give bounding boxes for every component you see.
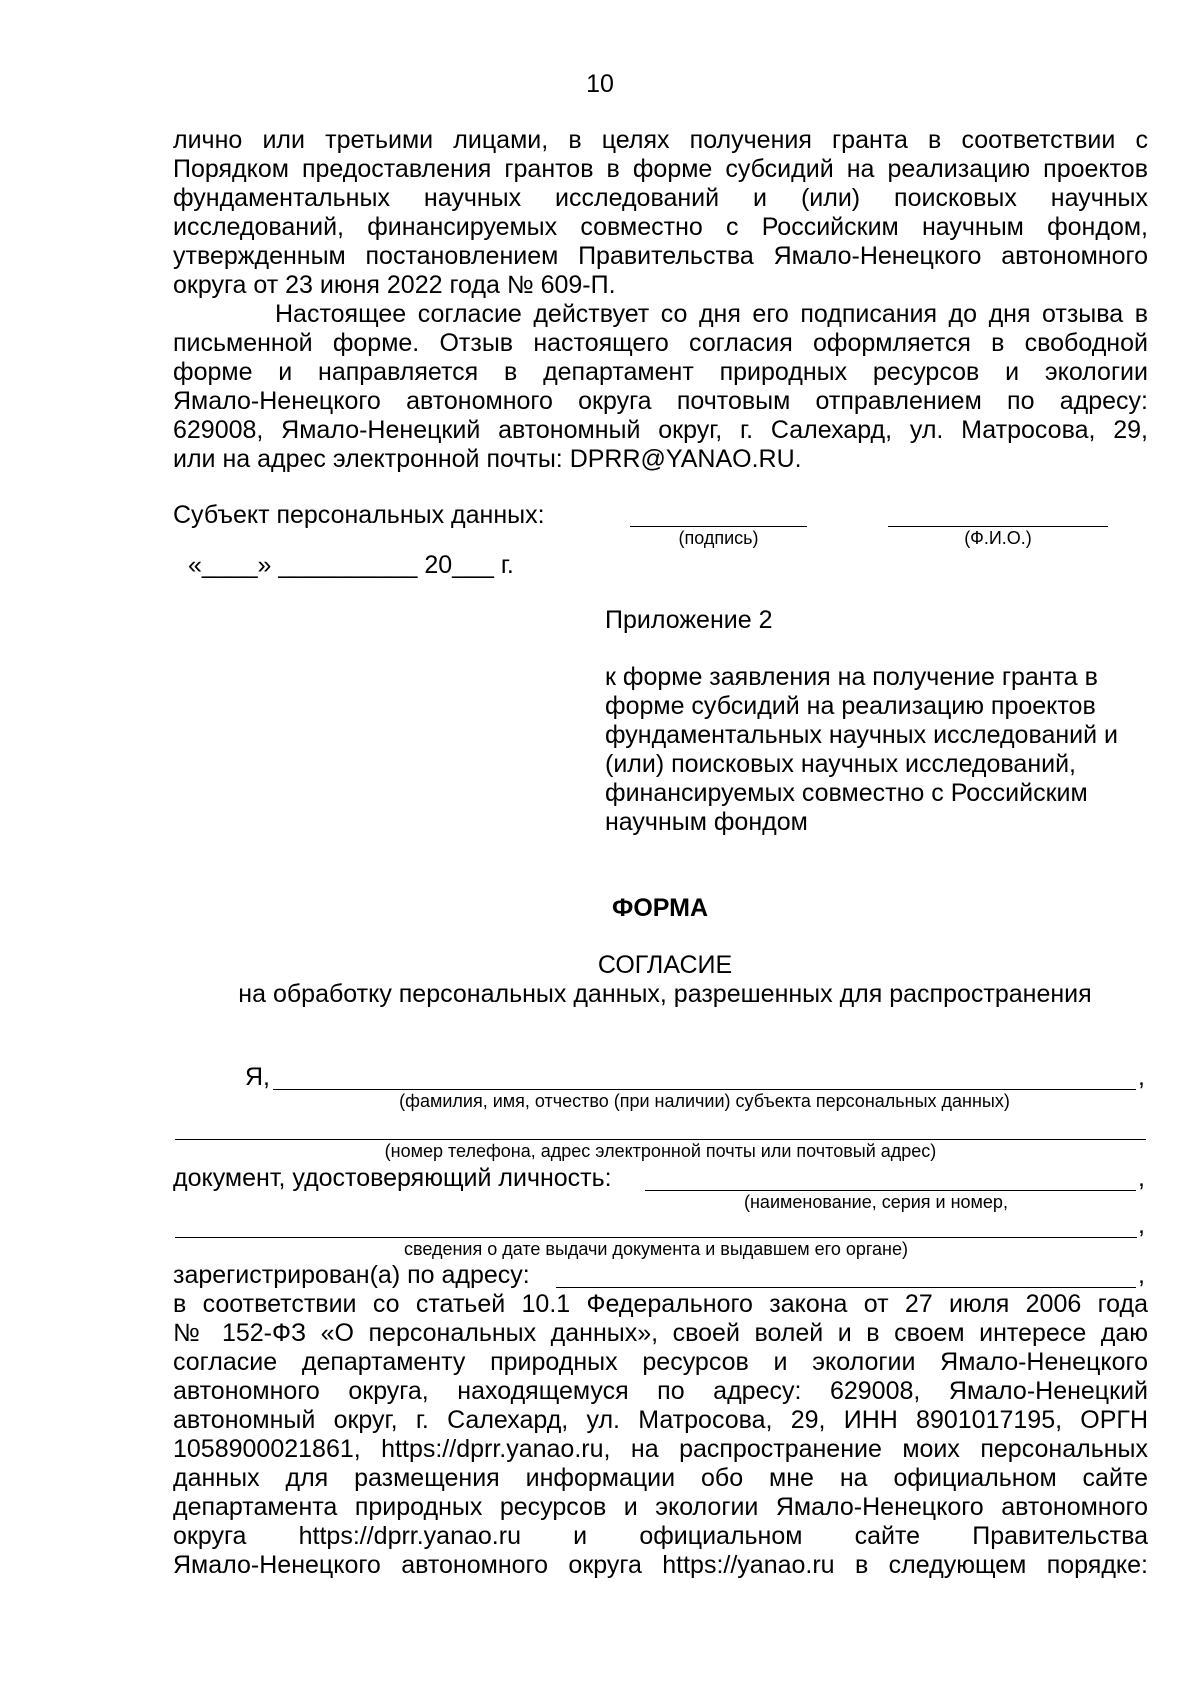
text-line: или на адрес электронной почты: DPRR@YANAO.RU. xyxy=(173,445,802,473)
fio-line xyxy=(888,526,1108,527)
id-doc-comma: , xyxy=(1138,1164,1145,1192)
appendix-line: к форме заявления на получение гранта в xyxy=(605,663,1098,691)
text-line: департамента природных ресурсов и экологии Ямало-Ненецкого автономного xyxy=(173,1493,1148,1521)
appendix-title: Приложение 2 xyxy=(605,606,773,634)
appendix-line: фундаментальных научных исследований и xyxy=(605,721,1119,749)
registered-comma: , xyxy=(1138,1261,1145,1289)
text-line: округа от 23 июня 2022 года № 609-П. xyxy=(173,271,616,299)
id-doc-caption: (наименование, серия и номер, xyxy=(744,1192,1008,1212)
fio-caption: (Ф.И.О.) xyxy=(964,528,1032,548)
text-line: Настоящее согласие действует со дня его подписания до дня отзыва в xyxy=(275,300,1148,328)
text-line: фундаментальных научных исследований и (или) поисковых научных xyxy=(173,184,1148,212)
text-line: Ямало-Ненецкого автономного округа https://yanao.ru в следующем порядке: xyxy=(173,1551,1148,1579)
subject-label: Субъект персональных данных: xyxy=(173,501,545,529)
registered-fill-line xyxy=(556,1287,1136,1288)
registered-label: зарегистрирован(а) по адресу: xyxy=(173,1261,530,1289)
issue-caption: сведения о дате выдачи документа и выдавшем его органе) xyxy=(403,1239,909,1259)
id-doc-fill-line xyxy=(645,1190,1136,1191)
text-line: 629008, Ямало-Ненецкий автономный округ, г. Салехард, ул. Матросова, 29, xyxy=(173,416,1148,444)
text-line: согласие департаменту природных ресурсов и экологии Ямало-Ненецкого xyxy=(173,1348,1148,1376)
fio-fill-line xyxy=(273,1089,1136,1090)
form-heading: ФОРМА xyxy=(612,894,709,922)
appendix-line: научным фондом xyxy=(605,808,808,836)
contact-fill-line xyxy=(175,1139,1146,1140)
contact-caption: (номер телефона, адрес электронной почты или почтовый адрес) xyxy=(384,1141,937,1161)
appendix-line: финансируемых совместно с Российским xyxy=(605,779,1088,807)
text-line: письменной форме. Отзыв настоящего согласия оформляется в свободной xyxy=(173,329,1148,357)
text-line: утвержденным постановлением Правительства Ямало-Ненецкого автономного xyxy=(173,242,1148,270)
text-line: в соответствии со статьей 10.1 Федерального закона от 27 июля 2006 года xyxy=(173,1290,1148,1318)
text-line: Ямало-Ненецкого автономного округа почтовым отправлением по адресу: xyxy=(173,387,1148,415)
text-line: форме и направляется в департамент природных ресурсов и экологии xyxy=(173,358,1148,386)
signature-line xyxy=(630,526,807,527)
id-doc-label: документ, удостоверяющий личность: xyxy=(173,1164,612,1192)
text-line: автономного округа, находящемуся по адресу: 629008, Ямало-Ненецкий xyxy=(173,1377,1148,1405)
issue-fill-line xyxy=(175,1237,1137,1238)
fio-fill-comma: , xyxy=(1138,1063,1145,1091)
appendix-line: форме субсидий на реализацию проектов xyxy=(605,692,1096,720)
form-title: СОГЛАСИЕ xyxy=(597,951,733,979)
text-line: автономный округ, г. Салехард, ул. Матросова, 29, ИНН 8901017195, ОРГН xyxy=(173,1406,1148,1434)
form-subtitle: на обработку персональных данных, разрешенных для распространения xyxy=(238,980,1092,1008)
text-line: № 152-ФЗ «О персональных данных», своей волей и в своем интересе даю xyxy=(173,1319,1148,1347)
ya-label: Я, xyxy=(245,1063,270,1091)
appendix-line: (или) поисковых научных исследований, xyxy=(605,750,1076,778)
text-line: 1058900021861, https://dprr.yanao.ru, на распространение моих персональных xyxy=(173,1435,1148,1463)
page-number: 10 xyxy=(586,70,614,98)
text-line: данных для размещения информации обо мне на официальном сайте xyxy=(173,1464,1148,1492)
signature-caption: (подпись) xyxy=(678,528,759,548)
fio-caption: (фамилия, имя, отчество (при наличии) субъекта персональных данных) xyxy=(399,1091,1010,1111)
text-line: округа https://dprr.yanao.ru и официальном сайте Правительства xyxy=(173,1522,1148,1550)
issue-comma: , xyxy=(1138,1211,1145,1239)
text-line: Порядком предоставления грантов в форме субсидий на реализацию проектов xyxy=(173,155,1148,183)
text-line: лично или третьими лицами, в целях получения гранта в соответствии с xyxy=(173,126,1148,154)
text-line: исследований, финансируемых совместно с Российским научным фондом, xyxy=(173,213,1148,241)
date-line: «____» __________ 20___ г. xyxy=(188,551,514,579)
